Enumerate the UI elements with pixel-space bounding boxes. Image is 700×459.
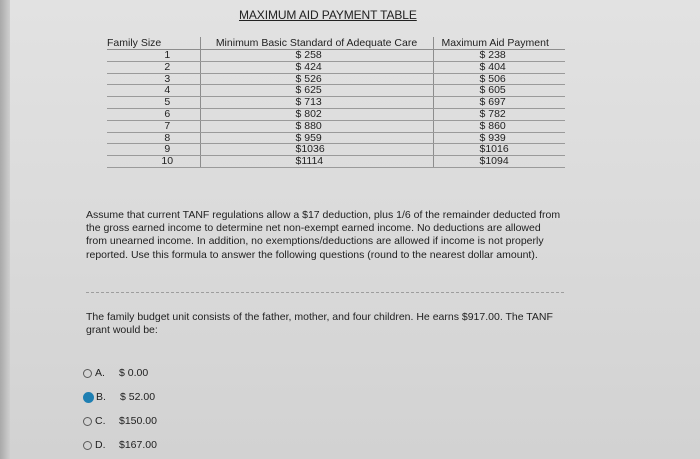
maximum-aid-cell: $ 404 [433,61,565,73]
maximum-aid-cell: $ 238 [433,50,565,62]
section-divider [86,292,564,293]
minimum-basic-cell: $ 258 [200,50,433,62]
family-size-cell: 4 [107,85,200,97]
maximum-aid-cell: $ 860 [433,120,565,132]
family-size-cell: 5 [107,97,200,109]
family-size-cell: 7 [107,120,200,132]
family-size-cell: 1 [107,50,200,62]
header-family-size: Family Size [107,37,200,50]
maximum-aid-cell: $ 605 [433,85,565,97]
family-size-cell: 10 [107,156,200,168]
option-value: $167.00 [119,439,157,451]
minimum-basic-cell: $ 802 [200,108,433,120]
family-size-cell: 8 [107,132,200,144]
option-letter: A. [95,367,105,379]
option-value: $150.00 [119,415,157,427]
table-title: MAXIMUM AID PAYMENT TABLE [239,8,417,22]
minimum-basic-cell: $ 424 [200,61,433,73]
option-value: $ 0.00 [119,367,149,379]
table-row [107,144,565,156]
table-row [107,132,565,144]
radio-circle-icon[interactable] [83,417,92,426]
maximum-aid-cell: $1094 [433,156,565,168]
maximum-aid-payment-table [107,37,565,168]
option-letter: C. [95,415,106,427]
table-row [107,120,565,132]
page-edge-shadow [0,0,10,459]
minimum-basic-cell: $ 625 [200,85,433,97]
family-size-cell: 9 [107,144,200,156]
option-letter: D. [95,439,106,451]
table-row [107,108,565,120]
question-text: The family budget unit consists of the father, mother, and four children. He earns $917.00. The TANF grant would be: [86,311,553,337]
family-size-cell: 6 [107,108,200,120]
family-size-cell: 2 [107,61,200,73]
option-a[interactable] [83,361,283,385]
table-row [107,97,565,109]
family-size-cell: 3 [107,73,200,85]
option-letter: B. [96,391,106,403]
header-maximum-aid-payment: Maximum Aid Payment [433,37,565,50]
option-d[interactable] [83,433,283,457]
table-header-row [107,37,565,50]
minimum-basic-cell: $ 880 [200,120,433,132]
maximum-aid-cell: $ 697 [433,97,565,109]
maximum-aid-cell: $ 506 [433,73,565,85]
minimum-basic-cell: $ 713 [200,97,433,109]
table-row [107,85,565,97]
radio-filled-icon[interactable] [83,392,94,403]
instructions-paragraph: Assume that current TANF regulations allow a $17 deduction, plus 1/6 of the remainder deducted from the gross earned income to determine net non-exempt earned income. No deductions are allowed from unearned income. In addition, no exemptions/deductions are allowed if income is not properly reported. Use this formula to answer the following questions (round to the nearest dollar amount). [86,209,561,261]
answer-options [83,361,283,457]
minimum-basic-cell: $1114 [200,156,433,168]
table-row [107,61,565,73]
radio-circle-icon[interactable] [83,441,92,450]
option-value: $ 52.00 [120,391,156,403]
table-row [107,156,565,168]
table-row [107,50,565,62]
maximum-aid-cell: $ 782 [433,108,565,120]
minimum-basic-cell: $1036 [200,144,433,156]
table-row [107,73,565,85]
radio-circle-icon[interactable] [83,369,92,378]
option-c[interactable] [83,409,283,433]
header-minimum-basic-standard: Minimum Basic Standard of Adequate Care [200,37,433,50]
maximum-aid-cell: $ 939 [433,132,565,144]
option-b[interactable] [83,385,283,409]
maximum-aid-cell: $1016 [433,144,565,156]
minimum-basic-cell: $ 526 [200,73,433,85]
minimum-basic-cell: $ 959 [200,132,433,144]
